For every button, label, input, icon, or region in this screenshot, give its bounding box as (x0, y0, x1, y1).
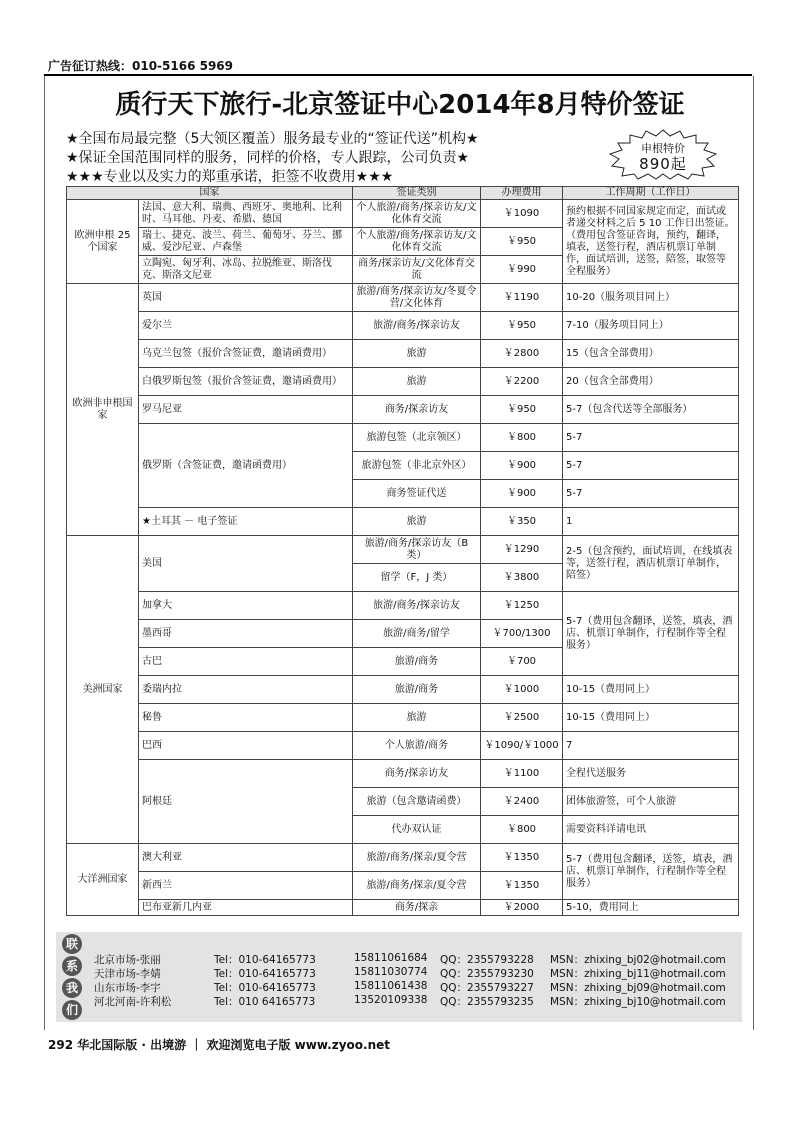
contact-market: 北京市场-张丽 (94, 954, 161, 966)
fee-cell: ￥1090 (481, 200, 563, 228)
period-cell: 2-5（包含预约，面试培训，在线填表等，送签行程，酒店机票订单制作，陪签） (563, 536, 739, 592)
period-cell: 10-15（费用同上） (563, 676, 739, 704)
visa-type-cell: 旅游 (353, 508, 481, 536)
period-cell: 5-7 (563, 424, 739, 452)
country-cell: 古巴 (139, 648, 353, 676)
ad-hotline: 广告征订热线：010-5166 5969 (48, 59, 234, 73)
country-cell: 乌克兰包签（报价含签证费，邀请函费用） (139, 340, 353, 368)
period-cell: 7-10（服务项目同上） (563, 312, 739, 340)
country-cell: 新西兰 (139, 872, 353, 900)
visa-type-cell: 商务签证代送 (353, 480, 481, 508)
period-cell: 5-7（费用包含翻译，送签，填表，酒店、机票订单制作，行程制作等全程服务） (563, 844, 739, 900)
contact-msn[interactable]: MSN：zhixing_bj02@hotmail.com (550, 954, 726, 966)
table-row (67, 312, 739, 340)
visa-type-cell: 旅游 (353, 340, 481, 368)
fee-cell: ￥1290 (481, 536, 563, 564)
table-row (67, 900, 739, 916)
contact-qq: QQ：2355793230 (440, 968, 534, 980)
country-cell: 巴西 (139, 732, 353, 760)
visa-type-cell: 旅游/商务/探亲/夏令营 (353, 844, 481, 872)
header-fee: 办理费用 (481, 187, 563, 200)
fee-cell: ￥900 (481, 452, 563, 480)
header-period: 工作周期（工作日） (563, 187, 739, 200)
country-cell: 美国 (139, 536, 353, 592)
contact-label-char: 我 (62, 978, 82, 998)
fee-cell: ￥800 (481, 816, 563, 844)
contact-msn[interactable]: MSN：zhixing_bj10@hotmail.com (550, 996, 726, 1008)
country-cell: 俄罗斯（含签证费，邀请函费用） (139, 424, 353, 508)
visa-type-cell: 旅游/商务/探亲/夏令营 (353, 872, 481, 900)
period-cell: 1 (563, 508, 739, 536)
fee-cell: ￥950 (481, 396, 563, 424)
fee-cell: ￥2000 (481, 900, 563, 916)
fee-cell: ￥1100 (481, 760, 563, 788)
badge-label: 申根特价 (641, 142, 685, 155)
country-cell: 加拿大 (139, 592, 353, 620)
visa-type-cell: 旅游/商务/探亲访友（B 类） (353, 536, 481, 564)
fee-cell: ￥700/1300 (481, 620, 563, 648)
table-row (67, 592, 739, 620)
visa-type-cell: 代办双认证 (353, 816, 481, 844)
period-cell: 团体旅游签，可个人旅游 (563, 788, 739, 816)
visa-type-cell: 商务/探亲访友 (353, 396, 481, 424)
country-cell: ★土耳其 － 电子签证 (139, 508, 353, 536)
period-cell: 预约根据不同国家规定而定，面试或者递交材料之后 5 10 工作日出签证。（费用包含签证咨询，预约，翻译，填表，送签行程，酒店机票订单制作，面试培训，送签，陪签，取签等全程服务） (563, 200, 739, 284)
visa-type-cell: 商务/探亲 (353, 900, 481, 916)
fee-cell: ￥990 (481, 256, 563, 284)
visa-type-cell: 旅游 (353, 368, 481, 396)
table-header-row (67, 187, 739, 200)
table-row (67, 536, 739, 564)
contact-market: 天津市场-李婧 (94, 968, 161, 980)
period-cell: 10-15（费用同上） (563, 704, 739, 732)
country-cell: 阿根廷 (139, 760, 353, 844)
fee-cell: ￥2200 (481, 368, 563, 396)
table-row (67, 284, 739, 312)
fee-cell: ￥2500 (481, 704, 563, 732)
period-cell: 全程代送服务 (563, 760, 739, 788)
country-cell: 立陶宛、匈牙利、冰岛、拉脱维亚、斯洛伐克、斯洛文尼亚 (139, 256, 353, 284)
fee-cell: ￥1350 (481, 844, 563, 872)
contact-market: 山东市场-李宇 (94, 982, 161, 994)
contact-mobile: 13520109338 (354, 994, 428, 1006)
period-cell: 5-7（费用包含翻译，送签，填表，酒店、机票订单制作，行程制作等全程服务） (563, 592, 739, 676)
fee-cell: ￥350 (481, 508, 563, 536)
contact-tel: Tel：010 64165773 (214, 996, 316, 1008)
contact-mobile: 15811061438 (354, 980, 428, 992)
visa-type-cell: 商务/探亲访友/文化体育交流 (353, 256, 481, 284)
contact-tel: Tel：010-64165773 (214, 982, 316, 994)
table-row (67, 760, 739, 788)
contact-tel: Tel：010-64165773 (214, 954, 316, 966)
visa-type-cell: 个人旅游/商务 (353, 732, 481, 760)
fee-cell: ￥1350 (481, 872, 563, 900)
visa-type-cell: 旅游/商务 (353, 676, 481, 704)
fee-cell: ￥2400 (481, 788, 563, 816)
contact-msn[interactable]: MSN：zhixing_bj09@hotmail.com (550, 982, 726, 994)
intro-line-2: ★保证全国范围同样的服务，同样的价格，专人跟踪，公司负责★ (66, 150, 470, 166)
fee-cell: ￥950 (481, 312, 563, 340)
intro-line-1: ★全国布局最完整（5大领区覆盖）服务最专业的“签证代送”机构★ (66, 131, 479, 147)
region-non-schengen: 欧洲非申根国家 (67, 284, 139, 536)
country-cell: 罗马尼亚 (139, 396, 353, 424)
fee-cell: ￥900 (481, 480, 563, 508)
fee-cell: ￥800 (481, 424, 563, 452)
country-cell: 墨西哥 (139, 620, 353, 648)
visa-type-cell: 旅游/商务/探亲访友 (353, 312, 481, 340)
fee-cell: ￥1250 (481, 592, 563, 620)
period-cell: 20（包含全部费用） (563, 368, 739, 396)
contact-tel: Tel：010-64165773 (214, 968, 316, 980)
page-title: 质行天下旅行-北京签证中心2014年8月特价签证 (115, 90, 685, 120)
period-cell: 5-7 (563, 480, 739, 508)
country-cell: 法国、意大利、瑞典、西班牙、奥地利、比利时、马耳他、丹麦、希腊、德国 (139, 200, 353, 228)
badge-price: 890起 (639, 155, 687, 173)
intro-line-3: ★★★专业以及实力的郑重承诺，拒签不收费用★★★ (66, 169, 394, 185)
visa-type-cell: 旅游包签（北京领区） (353, 424, 481, 452)
price-badge (604, 128, 722, 180)
region-oceania: 大洋洲国家 (67, 844, 139, 916)
table-row (67, 508, 739, 536)
contact-panel (56, 932, 742, 1022)
region-americas: 美洲国家 (67, 536, 139, 844)
table-row (67, 396, 739, 424)
contact-qq: QQ：2355793235 (440, 996, 534, 1008)
visa-type-cell: 旅游/商务/探亲访友/冬夏令营/文化体育 (353, 284, 481, 312)
contact-label-char: 们 (62, 1000, 82, 1020)
country-cell: 瑞士、捷克、波兰、荷兰、葡萄牙、芬兰、挪威、爱沙尼亚、卢森堡 (139, 228, 353, 256)
table-row (67, 676, 739, 704)
country-cell: 白俄罗斯包签（报价含签证费，邀请函费用） (139, 368, 353, 396)
period-cell: 15（包含全部费用） (563, 340, 739, 368)
table-row (67, 340, 739, 368)
country-cell: 英国 (139, 284, 353, 312)
visa-type-cell: 旅游 (353, 704, 481, 732)
contact-market: 河北河南-许利松 (94, 996, 172, 1008)
fee-cell: ￥950 (481, 228, 563, 256)
contact-label-char: 联 (62, 934, 82, 954)
fee-cell: ￥1090/￥1000 (481, 732, 563, 760)
visa-type-cell: 旅游/商务/探亲访友 (353, 592, 481, 620)
page-footer: 292 华北国际版 · 出境游 ｜ 欢迎浏览电子版 www.zyoo.net (48, 1038, 390, 1052)
country-cell: 巴布亚新几内亚 (139, 900, 353, 916)
visa-price-table (66, 186, 739, 916)
visa-type-cell: 留学（F，J 类） (353, 564, 481, 592)
fee-cell: ￥700 (481, 648, 563, 676)
table-row (67, 200, 739, 228)
table-row (67, 844, 739, 872)
fee-cell: ￥1000 (481, 676, 563, 704)
period-cell: 7 (563, 732, 739, 760)
country-cell: 爱尔兰 (139, 312, 353, 340)
visa-type-cell: 旅游/商务 (353, 648, 481, 676)
header-visa-type: 签证类别 (353, 187, 481, 200)
contact-msn[interactable]: MSN：zhixing_bj11@hotmail.com (550, 968, 726, 980)
fee-cell: ￥3800 (481, 564, 563, 592)
table-row (67, 704, 739, 732)
period-cell: 10-20（服务项目同上） (563, 284, 739, 312)
contact-qq: QQ：2355793227 (440, 982, 534, 994)
country-cell: 秘鲁 (139, 704, 353, 732)
country-cell: 委瑞内拉 (139, 676, 353, 704)
period-cell: 5-10，费用同上 (563, 900, 739, 916)
visa-type-cell: 旅游（包含邀请函费） (353, 788, 481, 816)
contact-qq: QQ：2355793228 (440, 954, 534, 966)
period-cell: 5-7 (563, 452, 739, 480)
header-country: 国家 (67, 187, 353, 200)
period-cell: 5-7（包含代送等全部服务） (563, 396, 739, 424)
visa-type-cell: 商务/探亲访友 (353, 760, 481, 788)
visa-type-cell: 旅游/商务/留学 (353, 620, 481, 648)
country-cell: 澳大利亚 (139, 844, 353, 872)
region-schengen: 欧洲申根 25 个国家 (67, 200, 139, 284)
contact-mobile: 15811030774 (354, 966, 428, 978)
period-cell: 需要资料详请电讯 (563, 816, 739, 844)
table-row (67, 424, 739, 452)
table-row (67, 368, 739, 396)
fee-cell: ￥1190 (481, 284, 563, 312)
contact-label-char: 系 (62, 956, 82, 976)
visa-type-cell: 个人旅游/商务/探亲访友/文化体育交流 (353, 200, 481, 228)
visa-type-cell: 旅游包签（非北京外区） (353, 452, 481, 480)
fee-cell: ￥2800 (481, 340, 563, 368)
visa-type-cell: 个人旅游/商务/探亲访友/文化体育交流 (353, 228, 481, 256)
contact-mobile: 15811061684 (354, 952, 428, 964)
table-row (67, 732, 739, 760)
